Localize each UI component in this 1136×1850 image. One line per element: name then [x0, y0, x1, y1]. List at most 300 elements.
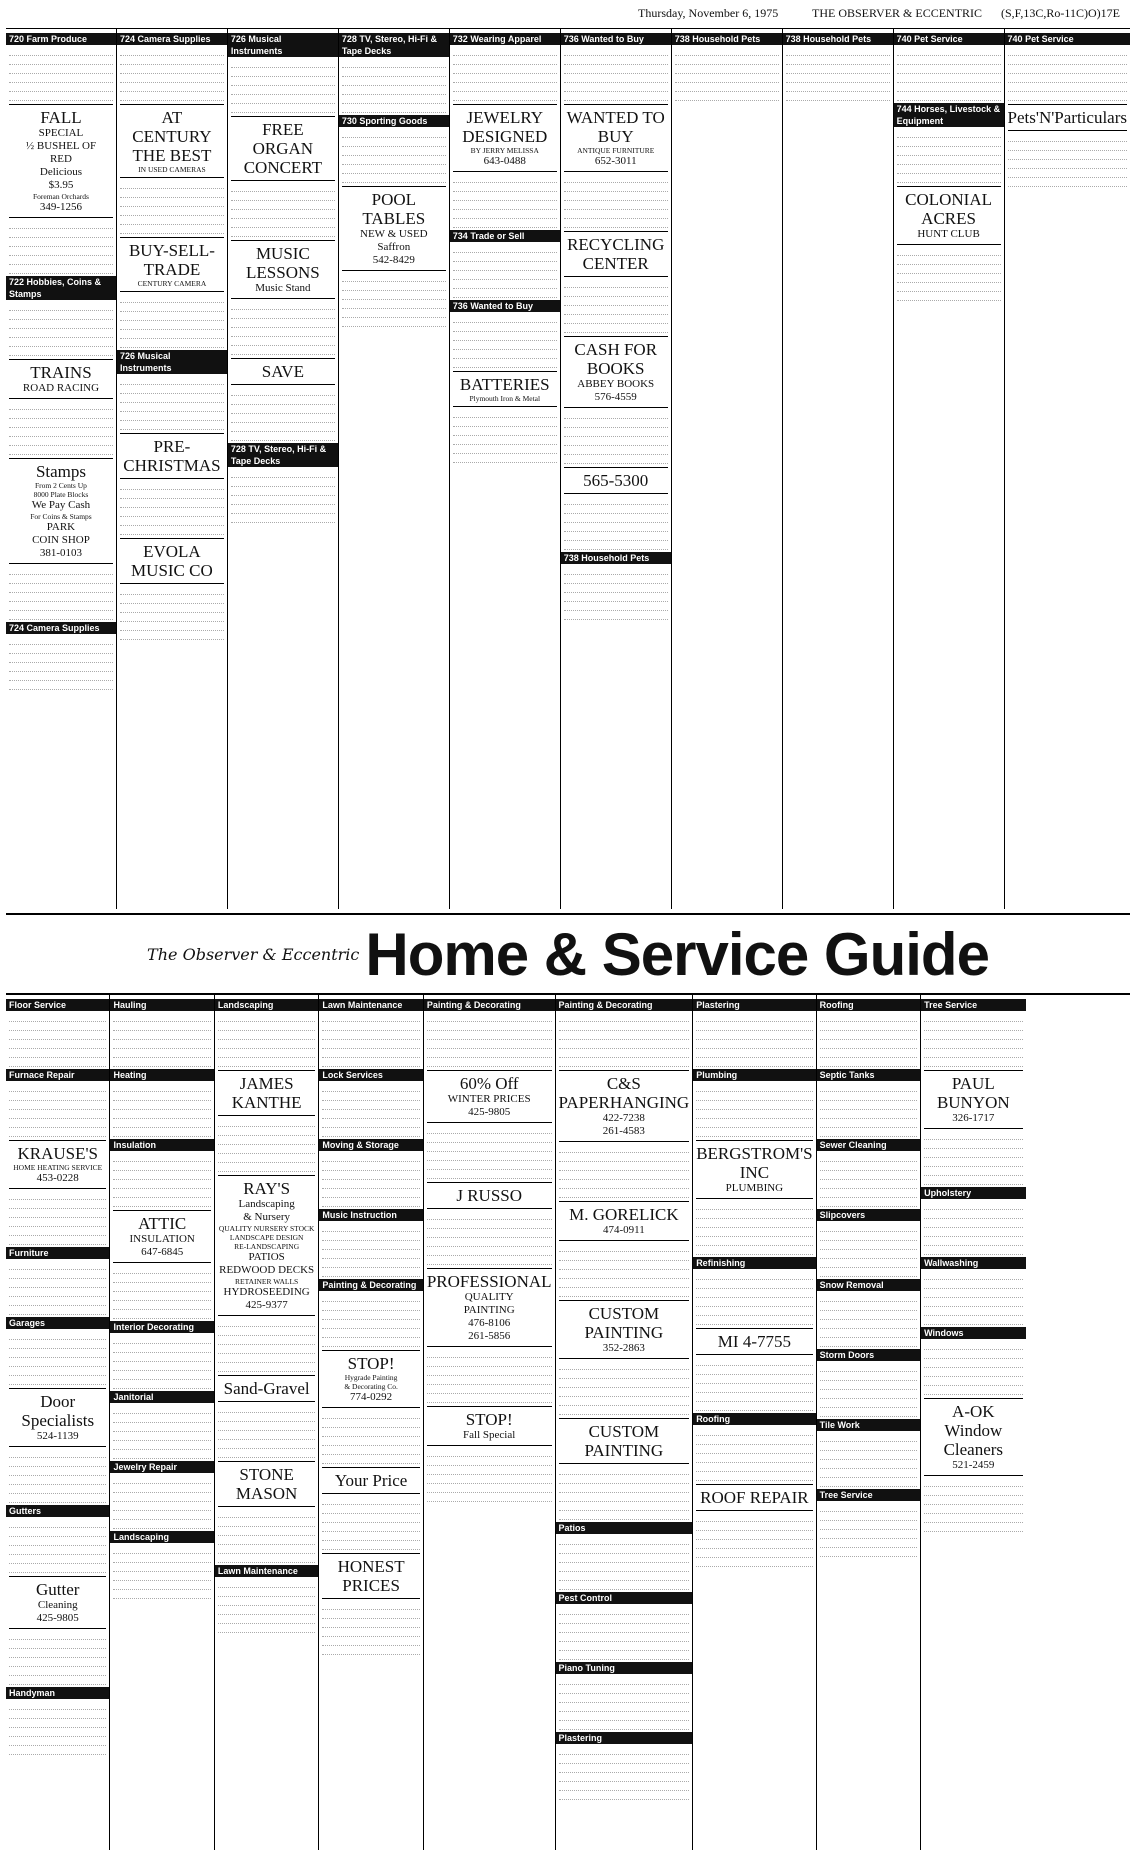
text-line [924, 1290, 1022, 1298]
text-line [427, 1144, 552, 1152]
text-line [231, 347, 335, 355]
text-line [924, 1238, 1022, 1246]
text-line [9, 576, 113, 584]
ad-line: 521-2459 [952, 1459, 995, 1471]
section-heading: Furniture [6, 1247, 109, 1259]
display-ad [322, 1350, 419, 1408]
text-line [696, 1455, 812, 1463]
text-line [564, 612, 668, 620]
text-line [820, 1023, 917, 1031]
classified-text-block [453, 245, 557, 298]
section-heading: 730 Sporting Goods [339, 115, 449, 127]
text-line [564, 93, 668, 101]
text-line [120, 386, 224, 394]
display-ad [113, 1210, 210, 1263]
ad-line: A-OK Window Cleaners [943, 1402, 1004, 1459]
classified-text-block [120, 181, 224, 234]
section-heading: Plastering [556, 1732, 693, 1744]
text-line [559, 1032, 690, 1040]
ad-line: TRAINS [30, 363, 92, 382]
text-line [113, 1102, 210, 1110]
text-line [820, 1461, 917, 1469]
ad-line: 453-0228 [36, 1172, 79, 1184]
display-ad [9, 1388, 106, 1447]
display-ad [218, 1375, 315, 1402]
text-line [924, 1229, 1022, 1237]
text-line [113, 1555, 210, 1563]
text-line [564, 594, 668, 602]
text-line [1008, 84, 1127, 92]
text-line [924, 1041, 1022, 1049]
classified-text-block [559, 1607, 690, 1660]
text-line [820, 1242, 917, 1250]
text-line [322, 1023, 419, 1031]
text-line [696, 1437, 812, 1445]
text-line [786, 66, 890, 74]
classified-text-block [559, 1362, 690, 1415]
text-line [231, 302, 335, 310]
text-line [820, 1181, 917, 1189]
text-line [9, 1547, 106, 1555]
classifieds-top [6, 28, 1130, 909]
text-line [564, 603, 668, 611]
text-line [559, 1154, 690, 1162]
text-line [9, 1307, 106, 1315]
ad-line: 261-5856 [468, 1330, 511, 1342]
text-line [564, 456, 668, 464]
text-line [231, 320, 335, 328]
text-line [9, 1050, 106, 1058]
section-heading: Painting & Decorating [424, 999, 555, 1011]
text-line [218, 1589, 315, 1597]
text-line [231, 506, 335, 514]
classified-text-block [564, 567, 668, 620]
ad-line: KRAUSE'S [17, 1144, 98, 1163]
text-line [1008, 57, 1127, 65]
text-line [924, 1150, 1022, 1158]
classified-text-block [559, 1145, 690, 1198]
text-line [342, 78, 446, 86]
top-column [6, 29, 117, 909]
text-line [820, 1224, 917, 1232]
text-line [453, 419, 557, 427]
display-ad [120, 433, 224, 479]
text-line [322, 1260, 419, 1268]
text-line [9, 230, 113, 238]
text-line [218, 1319, 315, 1327]
text-line [897, 48, 1001, 56]
text-line [820, 1294, 917, 1302]
display-ad [427, 1182, 552, 1209]
text-line [427, 1041, 552, 1049]
text-line [9, 1632, 106, 1640]
text-line [342, 105, 446, 113]
text-line [564, 515, 668, 523]
text-line [322, 1224, 419, 1232]
text-line [120, 66, 224, 74]
display-ad [322, 1467, 419, 1494]
text-line [218, 1059, 315, 1067]
text-line [342, 283, 446, 291]
text-line [564, 280, 668, 288]
text-line [924, 1272, 1022, 1280]
classified-text-block [120, 377, 224, 430]
text-line [1008, 143, 1127, 151]
text-line [322, 1647, 419, 1655]
text-line [113, 1424, 210, 1432]
classified-text-block [218, 1510, 315, 1563]
text-line [453, 272, 557, 280]
text-line [9, 1023, 106, 1031]
text-line [322, 1172, 419, 1180]
text-line [9, 1377, 106, 1385]
ad-line: AT CENTURY THE BEST [132, 108, 212, 165]
text-line [820, 1269, 917, 1277]
text-line [453, 48, 557, 56]
text-line [322, 1438, 419, 1446]
classified-text-block [120, 48, 224, 101]
text-line [564, 567, 668, 575]
text-line [322, 1447, 419, 1455]
section-heading: 722 Hobbies, Coins & Stamps [6, 276, 116, 300]
classified-text-block [9, 1520, 106, 1573]
text-line [113, 1354, 210, 1362]
text-line [559, 1280, 690, 1288]
text-line [559, 1512, 690, 1520]
section-heading: Slipcovers [817, 1209, 920, 1221]
section-heading: 736 Wanted to Buy [561, 33, 671, 45]
text-line [559, 1573, 690, 1581]
text-line [113, 1442, 210, 1450]
text-line [820, 1504, 917, 1512]
section-heading: 720 Farm Produce [6, 33, 116, 45]
text-line [820, 1032, 917, 1040]
top-column [783, 29, 894, 909]
classified-text-block [924, 1342, 1022, 1395]
text-line [9, 266, 113, 274]
text-line [322, 1602, 419, 1610]
display-ad [564, 231, 668, 277]
text-line [9, 1450, 106, 1458]
ad-line: FREE ORGAN CONCERT [243, 120, 323, 177]
classified-text-block [559, 1537, 690, 1590]
text-line [924, 1317, 1022, 1325]
text-line [564, 316, 668, 324]
text-line [564, 298, 668, 306]
text-line [113, 1275, 210, 1283]
text-line [9, 682, 113, 690]
text-line [218, 1519, 315, 1527]
classified-text-block [218, 1405, 315, 1458]
display-ad [1008, 104, 1127, 131]
section-heading: 738 Household Pets [672, 33, 782, 45]
text-line [218, 1050, 315, 1058]
text-line [559, 1564, 690, 1572]
text-line [427, 1171, 552, 1179]
ad-line: & Nursery [243, 1211, 290, 1223]
text-line [559, 1467, 690, 1475]
ad-line: 474-0911 [602, 1224, 645, 1236]
ad-line: ANTIQUE FURNITURE [577, 146, 655, 155]
ad-line: FALL [40, 108, 82, 127]
text-line [1008, 93, 1127, 101]
text-line [820, 1041, 917, 1049]
classified-text-block [924, 1272, 1022, 1325]
classified-text-block [453, 410, 557, 463]
text-line [564, 211, 668, 219]
text-line [559, 1244, 690, 1252]
classified-text-block [564, 175, 668, 228]
text-line [820, 1251, 917, 1259]
text-line [120, 199, 224, 207]
text-line [218, 1328, 315, 1336]
ad-line: We Pay Cash [31, 499, 91, 511]
text-line [9, 1350, 106, 1358]
classified-text-block [9, 221, 113, 274]
text-line [427, 1359, 552, 1367]
classified-text-block [113, 1406, 210, 1459]
ad-line: COIN SHOP [32, 534, 90, 546]
text-line [218, 1023, 315, 1031]
classified-text-block [120, 587, 224, 640]
text-line [120, 217, 224, 225]
text-line [924, 1247, 1022, 1255]
text-line [696, 1317, 812, 1325]
classified-text-block [564, 497, 668, 550]
section-heading: Interior Decorating [110, 1321, 213, 1333]
display-ad [9, 458, 113, 564]
classified-text-block [820, 1294, 917, 1347]
classified-text-block [113, 1546, 210, 1599]
text-line [218, 1423, 315, 1431]
text-line [559, 1503, 690, 1511]
classified-text-block [342, 274, 446, 327]
text-line [231, 193, 335, 201]
text-line [453, 202, 557, 210]
ad-line: NEW & USED [360, 228, 428, 240]
text-line [453, 193, 557, 201]
text-line [786, 84, 890, 92]
display-ad [9, 359, 113, 399]
classified-text-block [696, 1202, 812, 1255]
display-ad [564, 104, 668, 172]
text-line [559, 1616, 690, 1624]
text-line [924, 1342, 1022, 1350]
ad-line: 774-0292 [350, 1391, 393, 1403]
text-line [9, 1341, 106, 1349]
text-line [113, 1406, 210, 1414]
ad-line: Plymouth Iron & Metal [469, 394, 541, 403]
text-line [322, 1102, 419, 1110]
classified-text-block [9, 1014, 106, 1067]
text-line [924, 1220, 1022, 1228]
text-line [924, 1141, 1022, 1149]
text-line [453, 281, 557, 289]
text-line [559, 1555, 690, 1563]
text-line [820, 1120, 917, 1128]
text-line [427, 1059, 552, 1067]
text-line [322, 1330, 419, 1338]
text-line [113, 1564, 210, 1572]
classified-text-block [218, 1319, 315, 1372]
text-line [696, 1129, 812, 1137]
section-heading: 738 Household Pets [783, 33, 893, 45]
text-line [9, 1711, 106, 1719]
section-heading: 728 TV, Stereo, Hi-Fi & Tape Decks [339, 33, 449, 57]
text-line [231, 69, 335, 77]
display-ad [427, 1406, 552, 1446]
section-heading: Heating [110, 1069, 213, 1081]
ad-line: BY JERRY MELISSA [470, 146, 539, 155]
classified-text-block [924, 1479, 1022, 1532]
ad-line: CASH FOR BOOKS [574, 340, 658, 378]
text-line [9, 1556, 106, 1564]
text-line [820, 1382, 917, 1390]
text-line [897, 57, 1001, 65]
text-line [9, 1529, 106, 1537]
text-line [342, 60, 446, 68]
top-column [339, 29, 450, 909]
text-line [559, 1677, 690, 1685]
text-line [924, 1050, 1022, 1058]
text-line [9, 1059, 106, 1067]
text-line [453, 351, 557, 359]
text-line [120, 605, 224, 613]
display-ad [559, 1300, 690, 1359]
section-heading: 740 Pet Service [1005, 33, 1130, 45]
section-heading: Landscaping [215, 999, 318, 1011]
text-line [924, 1177, 1022, 1185]
ad-line: 647-6845 [141, 1246, 184, 1258]
display-ad [322, 1553, 419, 1599]
display-ad [453, 371, 557, 407]
bottom-column [817, 995, 921, 1850]
ad-line: ROAD RACING [22, 382, 100, 394]
text-line [322, 1533, 419, 1541]
text-line [322, 1242, 419, 1250]
text-line [427, 1248, 552, 1256]
text-line [342, 96, 446, 104]
text-line [559, 1722, 690, 1730]
classified-text-block [427, 1126, 552, 1179]
text-line [559, 1181, 690, 1189]
ad-line: Delicious [39, 166, 83, 178]
text-line [9, 664, 113, 672]
classified-text-block [786, 48, 890, 101]
text-line [696, 1473, 812, 1481]
text-line [113, 1014, 210, 1022]
text-line [218, 1598, 315, 1606]
text-line [120, 500, 224, 508]
text-line [322, 1411, 419, 1419]
text-line [1008, 152, 1127, 160]
ad-line: 261-4583 [602, 1125, 645, 1137]
text-line [218, 1441, 315, 1449]
text-line [924, 1506, 1022, 1514]
section-heading: 726 Musical Instruments [117, 350, 227, 374]
text-line [9, 84, 113, 92]
display-ad [427, 1070, 552, 1123]
display-ad [924, 1070, 1022, 1129]
text-line [564, 202, 668, 210]
text-line [120, 623, 224, 631]
classified-text-block [453, 175, 557, 228]
text-line [322, 1181, 419, 1189]
text-line [120, 304, 224, 312]
text-line [564, 75, 668, 83]
ad-line: RE-LANDSCAPING [234, 1242, 300, 1251]
text-line [113, 1302, 210, 1310]
classified-text-block [322, 1084, 419, 1137]
text-line [322, 1638, 419, 1646]
text-line [113, 1059, 210, 1067]
classified-text-block [696, 1514, 812, 1567]
text-line [9, 312, 113, 320]
bottom-column [110, 995, 214, 1850]
text-line [9, 1520, 106, 1528]
classified-text-block [231, 302, 335, 355]
ad-line: WANTED TO BUY [566, 108, 665, 146]
classified-text-block [322, 1014, 419, 1067]
text-line [564, 447, 668, 455]
text-line [675, 75, 779, 83]
text-line [427, 1014, 552, 1022]
text-line [559, 1014, 690, 1022]
classified-text-block [9, 567, 113, 620]
text-line [559, 1494, 690, 1502]
text-line [675, 48, 779, 56]
bottom-column [6, 995, 110, 1850]
text-line [231, 220, 335, 228]
text-line [322, 1233, 419, 1241]
section-heading: Janitorial [110, 1391, 213, 1403]
text-line [559, 1190, 690, 1198]
text-line [564, 220, 668, 228]
text-line [559, 1371, 690, 1379]
ad-line: CUSTOM PAINTING [584, 1422, 664, 1460]
text-line [231, 211, 335, 219]
text-line [924, 1524, 1022, 1532]
text-line [427, 1135, 552, 1143]
text-line [897, 266, 1001, 274]
text-line [322, 1321, 419, 1329]
text-line [342, 130, 446, 138]
ad-line: 8000 Plate Blocks [33, 490, 89, 499]
text-line [218, 1119, 315, 1127]
text-line [9, 1014, 106, 1022]
top-column [894, 29, 1005, 909]
text-line [218, 1450, 315, 1458]
text-line [113, 1154, 210, 1162]
text-line [113, 1172, 210, 1180]
ad-line: 576-4559 [594, 391, 637, 403]
text-line [1008, 48, 1127, 56]
text-line [342, 139, 446, 147]
text-line [453, 84, 557, 92]
text-line [9, 93, 113, 101]
text-line [696, 1428, 812, 1436]
display-ad [696, 1328, 812, 1355]
text-line [559, 1485, 690, 1493]
text-line [559, 1652, 690, 1660]
ad-line: LANDSCAPE DESIGN [229, 1233, 304, 1242]
section-heading: Lock Services [319, 1069, 422, 1081]
issue-date: Thursday, November 6, 1975 [638, 6, 779, 20]
text-line [696, 1202, 812, 1210]
text-line [9, 66, 113, 74]
text-line [559, 1704, 690, 1712]
section-heading: 726 Musical Instruments [228, 33, 338, 57]
